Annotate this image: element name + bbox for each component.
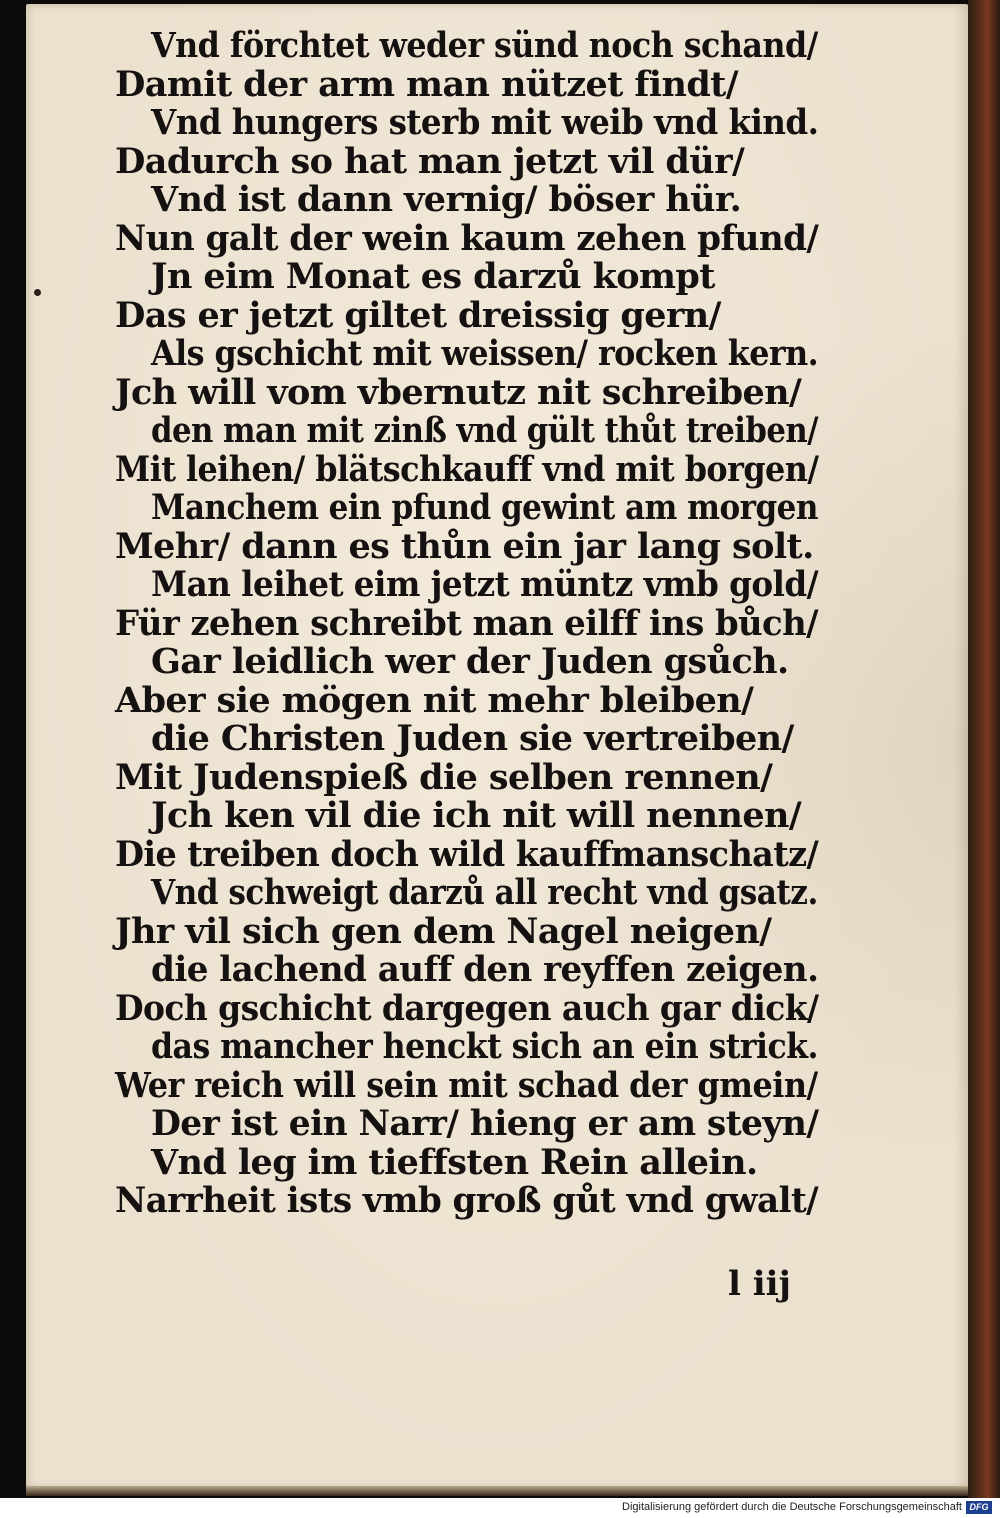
verse-line: Mit Judenspieß die selben rennen/ xyxy=(115,756,773,798)
verse-line: Als gschicht mit weissen/ rocken kern. xyxy=(151,333,819,374)
signature-mark: l iij xyxy=(728,1264,791,1304)
verse-line: Gar leidlich wer der Juden gsůch. xyxy=(151,641,789,682)
verse-line: Man leihet eim jetzt müntz vmb gold/ xyxy=(151,564,819,605)
verse-line: Vnd leg im tieffsten Rein allein. xyxy=(151,1141,758,1183)
verse-line: Der ist ein Narr/ hieng er am steyn/ xyxy=(151,1103,819,1144)
verse-line: Mit leihen/ blätschkauff vnd mit borgen/ xyxy=(115,448,819,490)
verse-line: Mehr/ dann es thůn ein jar lang solt. xyxy=(115,525,814,567)
verse-line: das mancher henckt sich an ein strick. xyxy=(151,1026,818,1067)
verse-line: Damit der arm man nützet findt/ xyxy=(115,63,738,105)
verse-block xyxy=(26,4,968,1488)
verse-line: Narrheit ists vmb groß gůt vnd gwalt/ xyxy=(115,1180,819,1221)
verse-line: Vnd schweigt darzů all recht vnd gsatz. xyxy=(151,872,818,913)
verse-line: Vnd förchtet weder sünd noch schand/ xyxy=(151,25,818,66)
dfg-logo: DFG xyxy=(966,1501,992,1514)
footer-bar xyxy=(0,1498,1000,1518)
verse-line: die Christen Juden sie vertreiben/ xyxy=(151,718,794,759)
verse-line: Vnd ist dann vernig/ böser hür. xyxy=(151,179,742,220)
verse-line: Das er jetzt giltet dreissig gern/ xyxy=(115,294,721,336)
verse-line: Doch gschicht dargegen auch gar dick/ xyxy=(115,987,819,1029)
verse-line: den man mit zinß vnd gült thůt treiben/ xyxy=(151,410,818,451)
verse-line: Jn eim Monat es darzů kompt xyxy=(151,256,715,297)
book-edge xyxy=(968,0,1000,1498)
margin-mark xyxy=(34,289,41,296)
verse-line: Vnd hungers sterb mit weib vnd kind. xyxy=(151,102,819,143)
verse-line: Die treiben doch wild kauffmanschatz/ xyxy=(115,833,819,875)
book-page xyxy=(26,4,968,1488)
verse-line: die lachend auff den reyffen zeigen. xyxy=(151,949,819,990)
verse-line: Manchem ein pfund gewint am morgen xyxy=(151,487,818,528)
footer-credit: Digitalisierung gefördert durch die Deutsche Forschungsgemeinschaft xyxy=(622,1501,962,1513)
verse-line: Dadurch so hat man jetzt vil dür/ xyxy=(115,140,745,182)
verse-line: Für zehen schreibt man eilff ins bůch/ xyxy=(115,602,818,644)
page-bottom-edge xyxy=(26,1486,968,1496)
verse-line: Nun galt der wein kaum zehen pfund/ xyxy=(115,217,819,259)
verse-line: Jhr vil sich gen dem Nagel neigen/ xyxy=(115,910,772,952)
verse-line: Jch will vom vbernutz nit schreiben/ xyxy=(115,371,802,413)
verse-line: Aber sie mögen nit mehr bleiben/ xyxy=(115,679,754,721)
verse-line: Jch ken vil die ich nit will nennen/ xyxy=(151,795,802,836)
verse-line: Wer reich will sein mit schad der gmein/ xyxy=(115,1064,818,1106)
